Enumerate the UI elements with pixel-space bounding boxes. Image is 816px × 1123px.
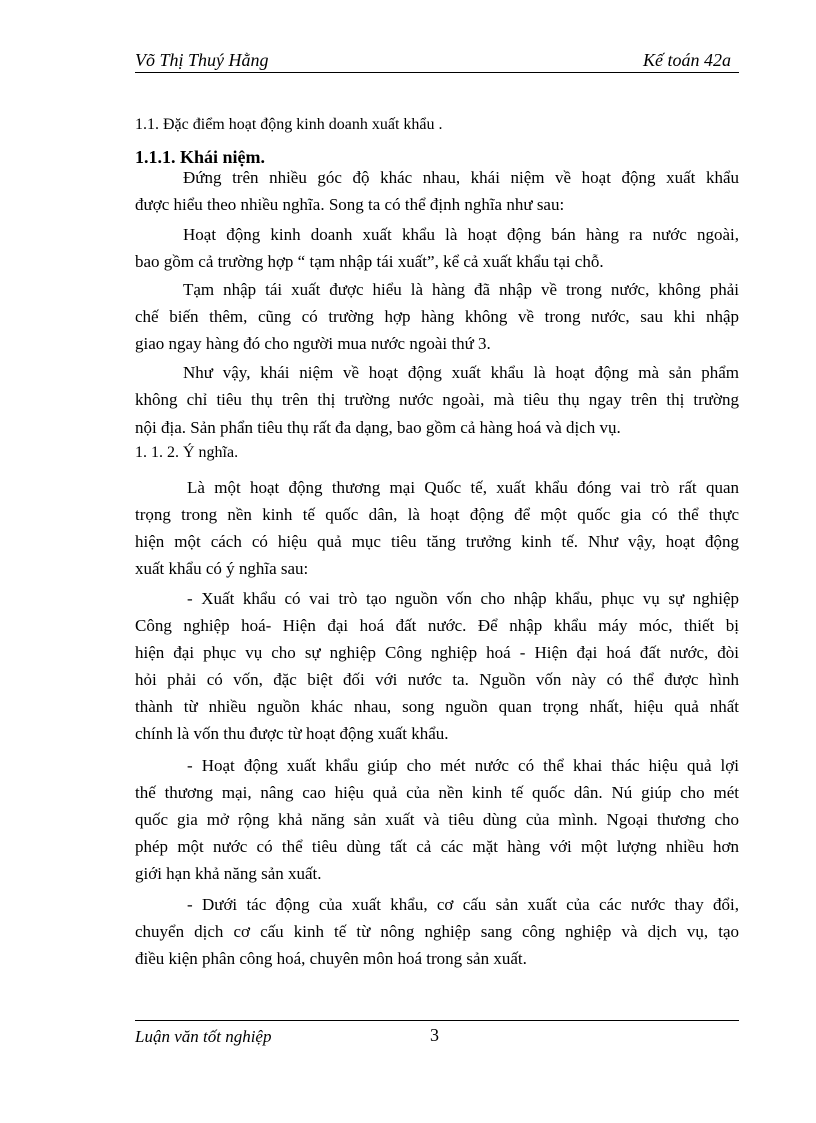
paragraph-line: Công nghiệp hoá- Hiện đại hoá đất nước. Để nhập khẩu máy móc, thiết bị: [135, 616, 739, 635]
paragraph-line: Hoạt động kinh doanh xuất khẩu là hoạt động bán hàng ra nước ngoài,: [183, 225, 739, 244]
paragraph-line: chế biến thêm, cũng có trường hợp hàng không về trong nước, sau khi nhập: [135, 307, 739, 326]
paragraph-line: điều kiện phân công hoá, chuyên môn hoá trong sản xuất.: [135, 949, 527, 968]
page-footer: [135, 1020, 739, 1046]
paragraph-line: chính là vốn thu được từ hoạt động xuất khẩu.: [135, 724, 449, 743]
subsection-heading: 1. 1. 2. Ý nghĩa.: [135, 444, 239, 461]
paragraph-line: hiện một cách có hiệu quả mục tiêu tăng trưởng kinh tế. Như vậy, hoạt động: [135, 532, 739, 551]
paragraph-line: Đứng trên nhiều góc độ khác nhau, khái niệm về hoạt động xuất khẩu: [183, 168, 739, 187]
paragraph-line: xuất khẩu có ý nghĩa sau:: [135, 559, 309, 578]
header-class: Kế toán 42a: [643, 50, 731, 70]
paragraph-line: - Xuất khẩu có vai trò tạo nguồn vốn cho nhập khẩu, phục vụ sự nghiệp: [187, 589, 739, 608]
subsection-heading: 1.1.1. Khái niệm.: [135, 147, 266, 167]
paragraph-line: giao ngay hàng đó cho người mua nước ngoài thứ 3.: [135, 334, 491, 353]
paragraph-line: Tạm nhập tái xuất được hiểu là hàng đã nhập về trong nước, không phải: [183, 280, 739, 299]
paragraph-line: Là một hoạt động thương mại Quốc tế, xuất khẩu đóng vai trò rất quan: [187, 478, 739, 497]
section-heading: 1.1. Đặc điểm hoạt động kinh doanh xuất khẩu .: [135, 116, 443, 133]
paragraph-line: được hiểu theo nhiều nghĩa. Song ta có thể định nghĩa như sau:: [135, 195, 565, 214]
page-number: 3: [430, 1025, 439, 1045]
paragraph-line: thành từ nhiều nguồn khác nhau, song nguồn quan trọng nhất, hiệu quả nhất: [135, 697, 739, 716]
paragraph-line: bao gồm cả trường hợp “ tạm nhập tái xuất”, kể cả xuất khẩu tại chỗ.: [135, 252, 604, 271]
paragraph-line: - Hoạt động xuất khẩu giúp cho mét nước có thể khai thác hiệu quả lợi: [187, 756, 739, 775]
page-header: [135, 48, 739, 73]
paragraph-line: phép một nước có thể tiêu dùng tất cả các mặt hàng với một lượng nhiều hơn: [135, 837, 739, 856]
paragraph-line: hiện đại phục vụ cho sự nghiệp Công nghiệp hoá - Hiện đại hoá đất nước, đòi: [135, 643, 739, 662]
paragraph-line: không chỉ tiêu thụ trên thị trường nước ngoài, mà tiêu thụ ngay trên thị trường: [135, 390, 739, 409]
paragraph-line: giới hạn khả năng sản xuất.: [135, 864, 322, 883]
paragraph-line: trọng trong nền kinh tế quốc dân, là hoạt động để một quốc gia có thể thực: [135, 505, 739, 524]
paragraph-line: - Dưới tác động của xuất khẩu, cơ cấu sản xuất của các nước thay đổi,: [187, 895, 739, 914]
paragraph-line: Như vậy, khái niệm về hoạt động xuất khẩu là hoạt động mà sản phẩm: [183, 363, 739, 382]
paragraph-line: thế thương mại, nâng cao hiệu quả của nền kinh tế quốc dân. Nú giúp cho mét: [135, 783, 739, 802]
footer-label: Luận văn tốt nghiệp: [135, 1027, 272, 1046]
paragraph-line: quốc gia mở rộng khả năng sản xuất và tiêu dùng của mình. Ngoại thương cho: [135, 810, 739, 829]
paragraph-line: chuyển dịch cơ cấu kinh tế từ nông nghiệp sang công nghiệp và dịch vụ, tạo: [135, 922, 739, 941]
header-author: Võ Thị Thuý Hằng: [135, 50, 269, 70]
paragraph-line: nội địa. Sản phẩn tiêu thụ rất đa dạng, bao gồm cả hàng hoá và dịch vụ.: [135, 418, 621, 437]
paragraph-line: hỏi phải có vốn, đặc biệt đối với nước ta. Nguồn vốn này có thể được hình: [135, 670, 739, 689]
